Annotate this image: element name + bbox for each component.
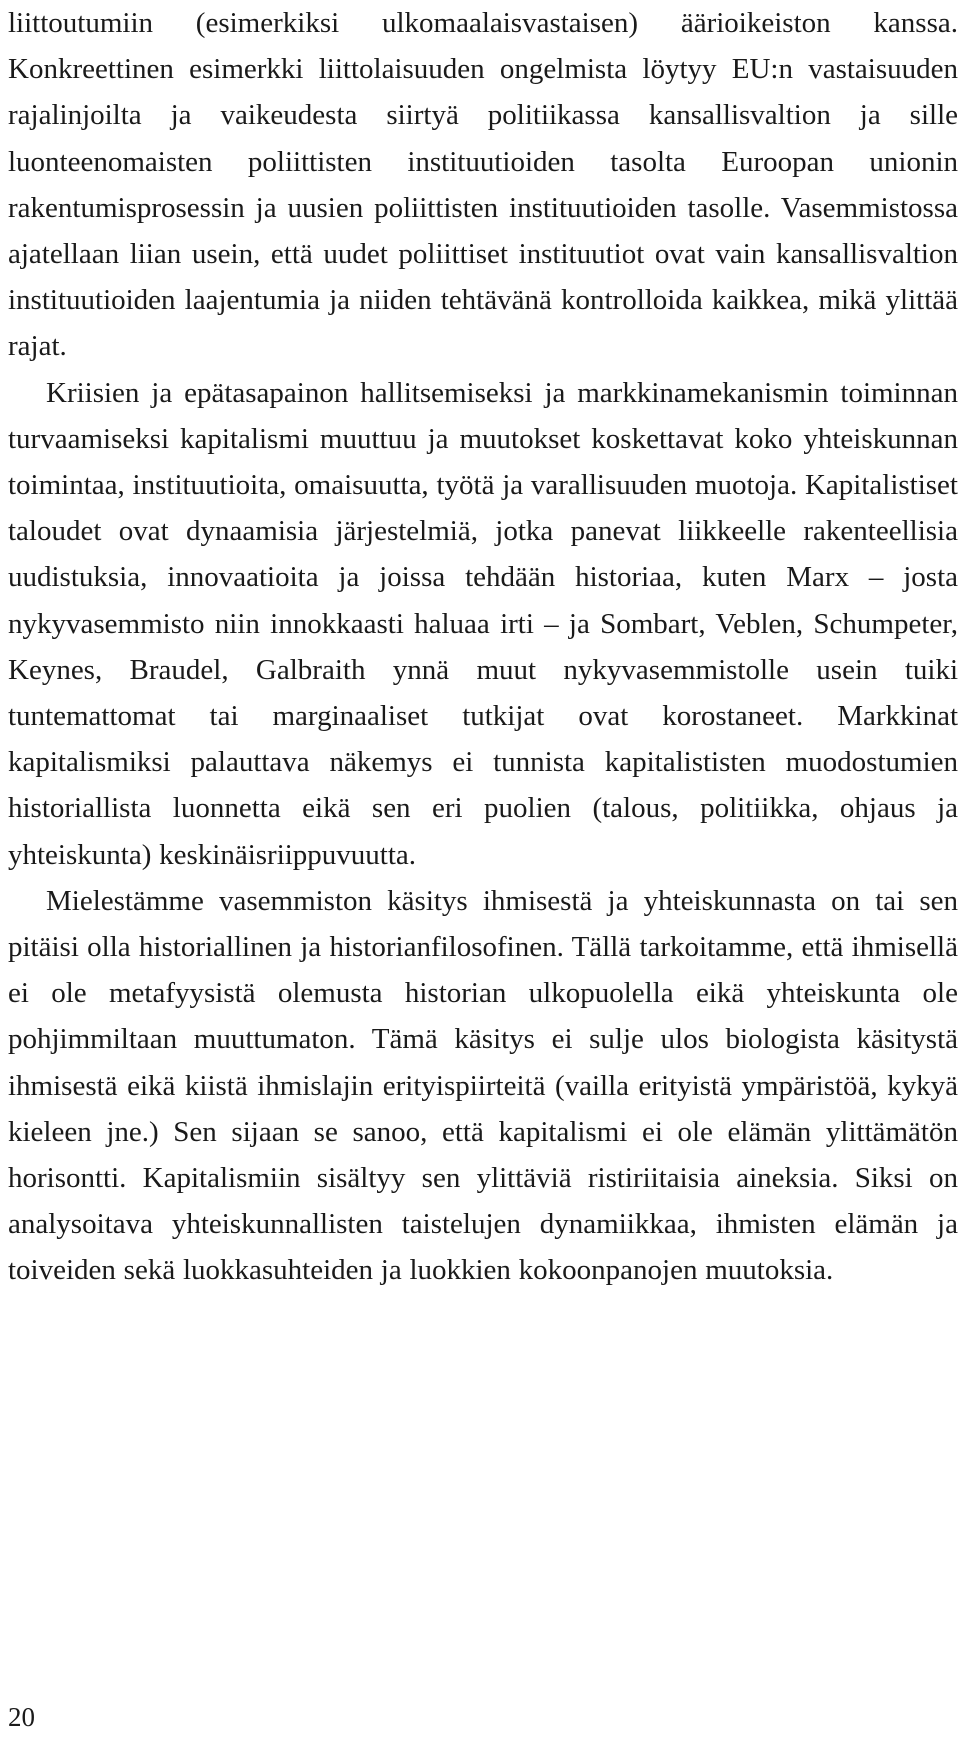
page-number: 20	[8, 1702, 35, 1732]
paragraph-continued: liittoutumiin (esimerkiksi ulkomaalaisvastaisen) äärioikeiston kanssa. Konkreettinen esimerkki liittolaisuuden ongelmista löytyy EU:n vastaisuuden rajalinjoilta ja vaikeudesta siirtyä politiikassa kansallisvaltion ja sille luonteenomaisten poliittisten instituutioiden tasolta Euroopan unionin rakentumisprosessin ja uusien poliittisten instituutioiden tasolle. Vasemmistossa ajatellaan liian usein, että uudet poliittiset instituutiot ovat vain kansallisvaltion instituutioiden laajentumia ja niiden tehtävänä kontrolloida kaikkea, mikä ylittää rajat.	[8, 7, 958, 363]
paragraph-capitalism-crises: Kriisien ja epätasapainon hallitsemiseksi ja markkinamekanismin toiminnan turvaamiseksi kapitalismi muuttuu ja muutokset koskettavat koko yhteiskunnan toimintaa, instituutioita, omaisuutta, työtä ja varallisuuden muotoja. Kapitalistiset taloudet ovat dynaamisia järjestelmiä, jotka panevat liikkeelle rakenteellisia uudistuksia, innovaatioita ja joissa tehdään historiaa, kuten Marx – josta nykyvasemmisto niin innokkaasti haluaa irti – ja Sombart, Veblen, Schumpeter, Keynes, Braudel, Galbraith ynnä muut nykyvasemmistolle usein tuiki tuntemattomat tai marginaaliset tutkijat ovat korostaneet. Markkinat kapitalismiksi palauttava näkemys ei tunnista kapitalististen muodostumien historiallista luonnetta eikä sen eri puolien (talous, politiikka, ohjaus ja yhteiskunta) keskinäisriippuvuutta.	[8, 376, 958, 871]
page-body	[8, 0, 958, 1294]
paragraph-historical-view: Mielestämme vasemmiston käsitys ihmisestä ja yhteiskunnasta on tai sen pitäisi olla historiallinen ja historianfilosofinen. Tällä tarkoitamme, että ihmisellä ei ole metafyysistä olemusta historian ulkopuolella eikä yhteiskunta ole pohjimmiltaan muuttumaton. Tämä käsitys ei sulje ulos biologista käsitystä ihmisestä eikä kiistä ihmislajin erityispiirteitä (vailla erityistä ympäristöä, kykyä kieleen jne.) Sen sijaan se sanoo, että kapitalismi ei ole elämän ylittämätön horisontti. Kapitalismiin sisältyy sen ylittäviä ristiriitaisia aineksia. Siksi on analysoitava yhteiskunnallisten taistelujen dynamiikkaa, ihmisten elämän ja toiveiden sekä luokkasuhteiden ja luokkien kokoonpanojen muutoksia.	[8, 884, 958, 1287]
